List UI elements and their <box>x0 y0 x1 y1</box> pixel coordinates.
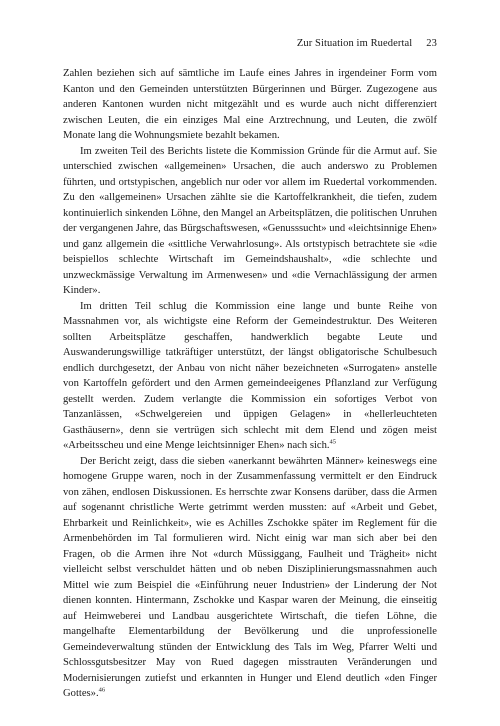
paragraph-2 <box>63 144 437 299</box>
running-header <box>297 38 437 49</box>
paragraph-4-text: Der Bericht zeigt, dass die sieben «anerkannt bewährten Männer» keineswegs eine homogene Gruppe waren, noch in der Zusammenfassung vermittelt er den Eindruck von zähen, endlosen Diskussionen. Es herrschte zwar Konsens darüber, dass die Armen auf sogenannt christliche Werte getrimmt werden mussten: auf «Arbeit und Gebet, Ehrbarkeit und Reinlichkeit», wie es Achilles Zschokke später im Reglement für die Armenbehörden im Tal formulieren wird. Nicht einig war man sich aber bei den Fragen, ob die Armen ihre Not «durch Müssiggang, Faulheit und Trägheit» nicht vielleicht selbst verschuldet hätten und ob neben Disziplinierungsmassnahmen auch Mittel wie zum Beispiel die «Einführung neuer Industrien» der Linderung der Not dienen konnten. Hintermann, Zschokke und Kaspar waren der Meinung, die einseitig auf Heimweberei und Landbau ausgerichtete Wirtschaft, die tiefen Löhne, die mangelhafte Elementarbildung der Bevölkerung und die unprofessionelle Gemeindeverwaltung stünden der Entwicklung des Tals im Weg, Pfarrer Welti und Schlossgutsbesitzer May von Rued dagegen misstrauten Veränderungen und Modernisierungen zutiefst und erkannten in Hunger und Elend deutlich «den Finger Gottes». <box>63 455 437 699</box>
paragraph-4 <box>63 454 437 702</box>
footnote-marker-46[interactable]: 46 <box>98 686 106 694</box>
running-title: Zur Situation im Ruedertal <box>296 38 413 49</box>
paragraph-3 <box>63 299 437 454</box>
paragraph-1-text: Zahlen beziehen sich auf sämtliche im Laufe eines Jahres in irgendeiner Form vom Kanton und den Gemeinden unterstützten Bürgerinnen und Bürger. Zugezogene aus anderen Kantonen wurden nicht mitgezählt und es wurde auch nicht differenziert zwischen Leuten, die ein einziges Mal eine Arztrechnung, und Leuten, die zwölf Monate lang die Wohnungsmiete bezahlt bekamen. <box>63 68 437 141</box>
paragraph-1 <box>63 66 437 144</box>
paragraph-2-text: Im zweiten Teil des Berichts listete die Kommission Gründe für die Armut auf. Sie unterschied zwischen «allgemeinen» Ursachen, die auch anderswo zu Problemen führten, und ortstypischen, angeblich nur oder vor allem im Ruedertal vorkommenden. Zu den «allgemeinen» Ursachen zählte sie die Kartoffelkrankheit, die tiefen, zudem kontinuierlich sinkenden Löhne, den Mangel an Arbeitsplätzen, die politischen Unruhen der vergangenen Jahre, das Bürgschaftswesen, «Genusssucht» und «leichtsinnige Ehen» und ganz allgemein die «sittliche Verwahrlosung». Als ortstypisch betrachtete sie «die beispiellos schlechte Wirtschaft im Gemeindshaushalt», «die schlechte und unzweckmässige Verwaltung im Armenwesen» und «die Vernachlässigung der armen Kinder». <box>63 145 437 296</box>
footnote-marker-45[interactable]: 45 <box>329 438 337 446</box>
paragraph-3-text: Im dritten Teil schlug die Kommission eine lange und bunte Reihe von Massnahmen vor, als wichtigste eine Reform der Gemeindestruktur. Des Weiteren sollten Arbeitsplätze geschaffen, handwerklich begabte Leute und Auswanderungswillige tatkräftiger unterstützt, der längst obligatorische Schulbesuch endlich durchgesetzt, der Anbau von nicht näher bezeichneten «Surrogaten» anstelle von Kartoffeln gefördert und den Armen gemeindeeigenes Pflanzland zur Verfügung gestellt werden. Zudem verlangte die Kommission ein sofortiges Verbot von Tanzanlässen, «Schwelgereien und üppigen Gelagen» in «hellerleuchteten Gasthäusern», denn sie vertrügen sich schlecht mit dem Elend und zögen meist «Arbeitsscheu und eine Menge leichtsinniger Ehen» nach sich. <box>63 300 437 451</box>
page-number: 23 <box>426 38 437 49</box>
body-text <box>63 66 437 702</box>
